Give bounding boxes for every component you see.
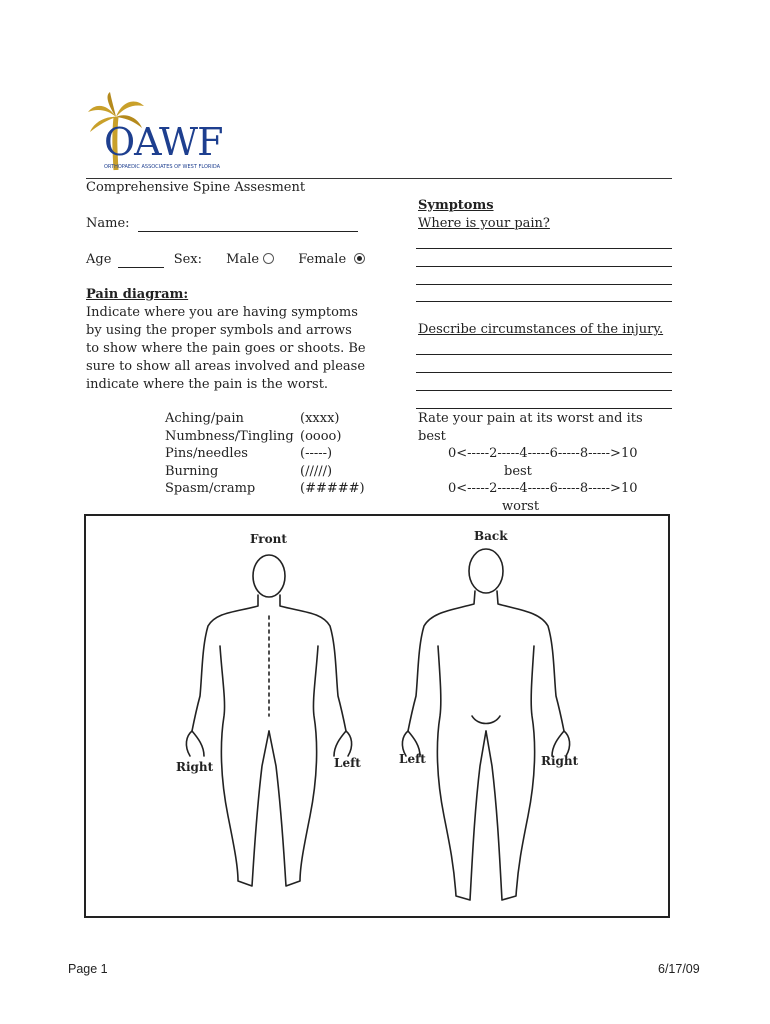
rating-prompt: Rate your pain at its worst and its best (418, 411, 643, 444)
front-figure-icon (186, 555, 351, 886)
body-outline-figures (86, 516, 668, 916)
legend-labels (165, 410, 294, 498)
circumstances-question: Describe circumstances of the injury. (418, 322, 664, 337)
legend-label: Aching/pain (165, 411, 244, 426)
name-field[interactable] (138, 216, 358, 232)
logo-subtitle: ORTHOPAEDIC ASSOCIATES OF WEST FLORIDA (104, 164, 221, 170)
back-left-label: Left (399, 752, 426, 766)
circumstances-line[interactable] (416, 372, 672, 373)
sex-label: Sex: (173, 252, 202, 267)
best-label: best (504, 463, 532, 479)
age-sex-row (86, 252, 365, 268)
age-field[interactable] (118, 252, 164, 268)
page-number: Page 1 (68, 962, 108, 976)
legend-symbol: (xxxx) (300, 411, 340, 426)
header-rule (86, 178, 672, 179)
worst-label: worst (502, 498, 540, 514)
circumstances-line[interactable] (416, 390, 672, 391)
back-right-label: Right (541, 754, 579, 768)
body-diagram[interactable] (84, 514, 670, 918)
pain-location-line[interactable] (416, 248, 672, 249)
worst-scale[interactable]: 0<-----2-----4-----6-----8----->10 (448, 481, 638, 496)
legend-label: Numbness/Tingling (165, 428, 294, 444)
symptoms-heading: Symptoms (418, 198, 494, 213)
name-row (86, 216, 358, 232)
legend-symbol: (-----) (300, 446, 333, 461)
pain-diagram-heading: Pain diagram: (86, 287, 189, 302)
female-label: Female (298, 252, 347, 267)
pain-rating (418, 410, 658, 515)
pain-location-line[interactable] (416, 301, 672, 302)
pain-location-line[interactable] (416, 266, 672, 267)
legend-label: Pins/needles (165, 446, 248, 461)
legend-symbol: (#####) (300, 481, 365, 496)
form-title: Comprehensive Spine Assesment (86, 180, 306, 195)
female-radio[interactable] (354, 253, 365, 264)
circumstances-line[interactable] (416, 408, 672, 409)
male-label: Male (226, 252, 260, 267)
male-radio[interactable] (263, 253, 274, 264)
legend-label: Spasm/cramp (165, 481, 256, 496)
best-scale[interactable]: 0<-----2-----4-----6-----8----->10 (448, 446, 638, 461)
circumstances-line[interactable] (416, 354, 672, 355)
back-label: Back (474, 529, 508, 543)
page-date: 6/17/09 (658, 962, 700, 976)
oawf-logo (86, 92, 236, 180)
name-label: Name: (86, 216, 130, 231)
front-label: Front (250, 532, 287, 546)
legend-symbols (300, 410, 365, 498)
legend-label: Burning (165, 463, 219, 479)
legend-symbol: (oooo) (300, 428, 342, 444)
logo-text: OAWF (104, 120, 223, 164)
front-left-label: Left (334, 756, 361, 770)
back-figure-icon (402, 549, 569, 900)
legend-symbol: (/////) (300, 463, 333, 479)
front-right-label: Right (176, 760, 214, 774)
pain-location-line[interactable] (416, 284, 672, 285)
pain-diagram-instructions: Indicate where you are having symptoms by using the proper symbols and arrows to show where the pain goes or shoots. Be sure to show all areas involved and please indicate where the pain is the worst. (86, 305, 366, 392)
age-label: Age (86, 252, 112, 267)
pain-location-question: Where is your pain? (418, 216, 550, 231)
